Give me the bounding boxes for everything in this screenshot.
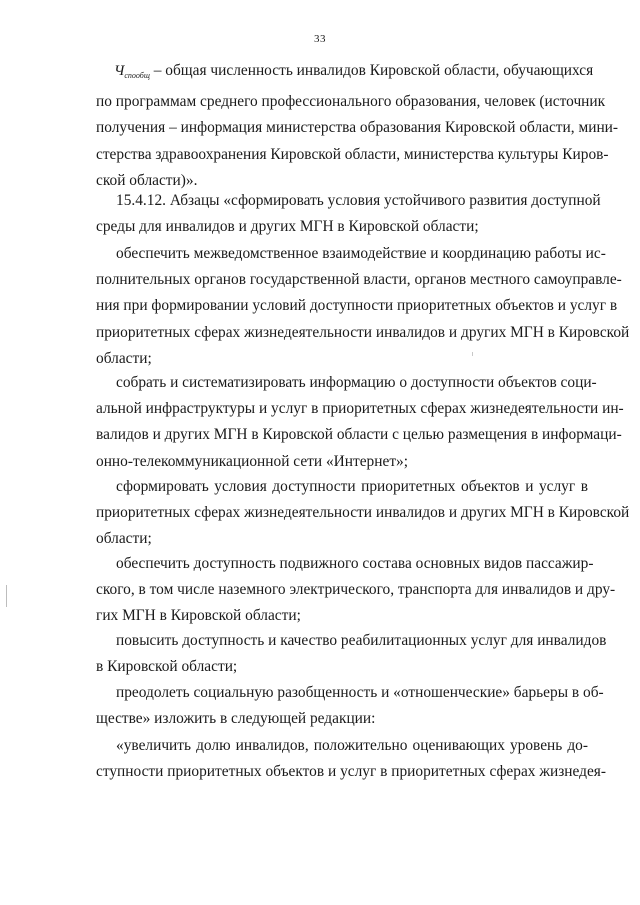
text-line: ния при формировании условий доступности приоритетных объектов и услуг в: [96, 297, 618, 315]
paragraph-rehabilitation: [96, 628, 607, 680]
paragraph-transport: [96, 551, 616, 630]
text-line: ской области)».: [96, 171, 198, 189]
paragraph-15-4-12: [96, 188, 601, 240]
paragraph-interaction: [96, 241, 630, 372]
paragraph-variable-definition: [96, 58, 619, 194]
text-line: преодолеть социальную разобщенность и «отношенческие» барьеры в об-: [116, 684, 604, 701]
text-line: стерства здравоохранения Кировской области, министерства культуры Киров-: [96, 145, 609, 163]
text-line: гих МГН в Кировской области;: [96, 607, 301, 625]
text-line: по программам среднего профессионального образования, человек (источник: [96, 93, 606, 111]
text-line: [96, 58, 594, 89]
text-line: 15.4.12. Абзацы «сформировать условия устойчивого развития доступной: [116, 192, 601, 209]
text-line: ществе» изложить в следующей редакции:: [96, 710, 376, 728]
text-line: ского, в том числе наземного электрического, транспорта для инвалидов и дру-: [96, 581, 616, 599]
text-line: области;: [96, 349, 152, 367]
variable-definition: – общая численность инвалидов Кировской области, обучающихся: [149, 62, 594, 79]
text-line: обеспечить доступность подвижного состава основных видов пассажир-: [116, 555, 594, 572]
text-line: области;: [96, 530, 152, 548]
text-line: среды для инвалидов и других МГН в Кировской области;: [96, 218, 479, 236]
scan-artifact-mark: [6, 585, 7, 607]
text-line: сформировать условия доступности приоритетных объектов и услуг в: [116, 478, 588, 495]
text-line: повысить доступность и качество реабилитационных услуг для инвалидов: [116, 632, 607, 649]
text-line: ступности приоритетных объектов и услуг в приоритетных сферах жизнедея-: [96, 763, 607, 781]
text-line: альной инфраструктуры и услуг в приоритетных сферах жизнедеятельности ин-: [96, 400, 624, 418]
variable-subscript: спообщ: [124, 71, 150, 80]
page-number: 33: [314, 33, 326, 45]
variable-symbol: Ч: [114, 63, 125, 79]
text-line: валидов и других МГН в Кировской области с целью размещения в информаци-: [96, 426, 622, 444]
text-line: полнительных органов государственной власти, органов местного самоуправле-: [96, 271, 622, 289]
text-line: обеспечить межведомственное взаимодействие и координацию работы ис-: [116, 245, 606, 262]
paragraph-collect-info: [96, 370, 624, 475]
text-line: получения – информация министерства образования Кировской области, мини-: [96, 119, 619, 137]
text-line: приоритетных сферах жизнедеятельности инвалидов и других МГН в Кировской: [96, 323, 630, 341]
paragraph-increase-share: [96, 733, 607, 785]
scan-artifact-dot: [472, 352, 473, 356]
paragraph-overcome-barriers: [96, 680, 604, 732]
text-line: в Кировской области;: [96, 658, 238, 676]
text-line: «увеличить долю инвалидов, положительно оценивающих уровень до-: [116, 737, 588, 754]
paragraph-form-conditions: [96, 474, 630, 553]
text-line: онно-телекоммуникационной сети «Интернет»;: [96, 452, 409, 470]
text-line: приоритетных сферах жизнедеятельности инвалидов и других МГН в Кировской: [96, 504, 630, 522]
text-line: собрать и систематизировать информацию о доступности объектов соци-: [116, 374, 597, 391]
